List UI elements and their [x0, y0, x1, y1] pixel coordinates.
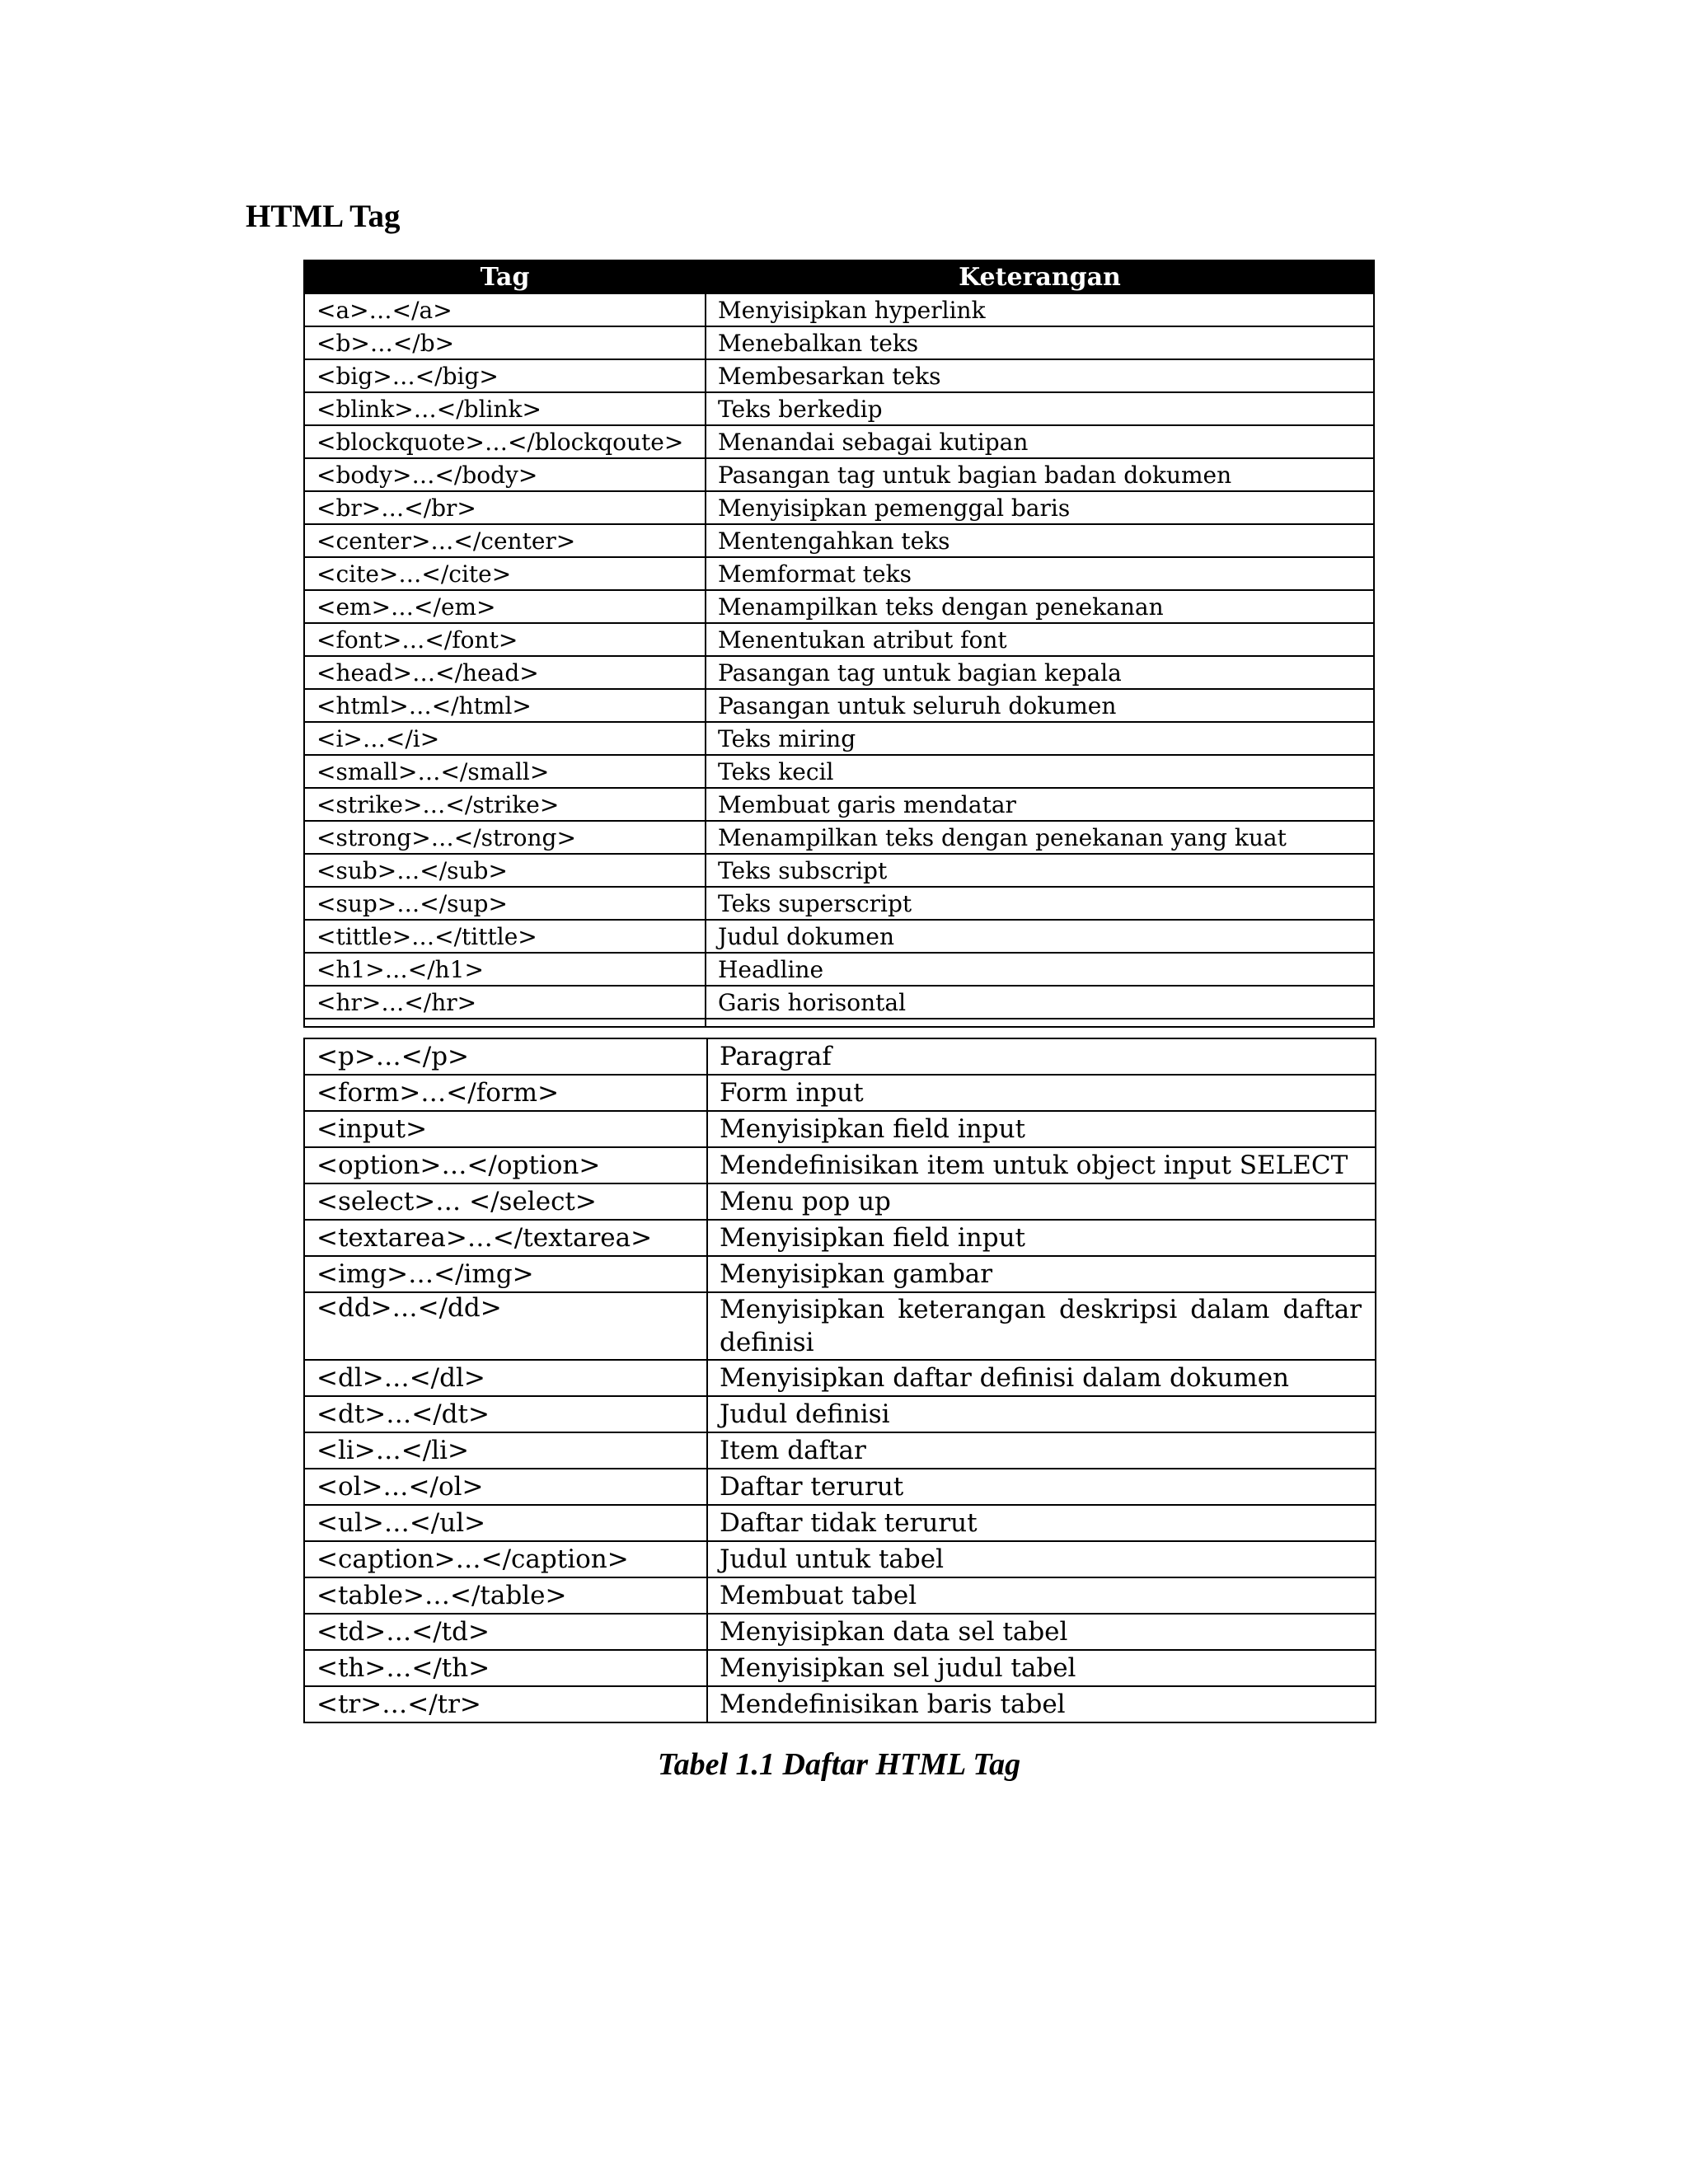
- table-row: [304, 920, 1374, 953]
- keterangan-cell: Membuat tabel: [707, 1577, 1376, 1614]
- table-row: [304, 1147, 1376, 1183]
- keterangan-cell: Teks superscript: [706, 887, 1374, 920]
- tag-cell: <html>…</html>: [304, 689, 706, 722]
- table-row: [304, 359, 1374, 392]
- tag-cell: <ol>…</ol>: [304, 1469, 707, 1505]
- table-row: [304, 1505, 1376, 1541]
- tag-cell: <strong>…</strong>: [304, 821, 706, 854]
- html-tag-table-part2: [303, 1038, 1376, 1723]
- tag-cell: <option>…</option>: [304, 1147, 707, 1183]
- keterangan-cell: Menyisipkan hyperlink: [706, 293, 1374, 326]
- table-row: [304, 986, 1374, 1019]
- keterangan-cell: Garis horisontal: [706, 986, 1374, 1019]
- tag-cell: <strike>…</strike>: [304, 788, 706, 821]
- html-tag-table-part1: [303, 260, 1375, 1028]
- keterangan-cell: Menampilkan teks dengan penekanan: [706, 590, 1374, 623]
- header-keterangan: Keterangan: [706, 260, 1374, 293]
- tag-cell: <em>…</em>: [304, 590, 706, 623]
- tag-cell: <th>…</th>: [304, 1650, 707, 1686]
- tag-cell: <sup>…</sup>: [304, 887, 706, 920]
- table-caption: Tabel 1.1 Daftar HTML Tag: [657, 1747, 1021, 1782]
- tag-cell: <ul>…</ul>: [304, 1505, 707, 1541]
- tag-cell: <input>: [304, 1111, 707, 1147]
- tag-cell: <head>…</head>: [304, 656, 706, 689]
- tag-cell: <tr>…</tr>: [304, 1686, 707, 1722]
- keterangan-cell: Memformat teks: [706, 557, 1374, 590]
- keterangan-cell: Membuat garis mendatar: [706, 788, 1374, 821]
- tag-cell: <center>…</center>: [304, 524, 706, 557]
- table-row: [304, 689, 1374, 722]
- tag-cell: <br>…</br>: [304, 491, 706, 524]
- keterangan-cell: Paragraf: [707, 1038, 1376, 1075]
- tag-cell: <caption>…</caption>: [304, 1541, 707, 1577]
- page-title: HTML Tag: [246, 199, 401, 234]
- tag-cell: <sub>…</sub>: [304, 854, 706, 887]
- keterangan-cell: Membesarkan teks: [706, 359, 1374, 392]
- keterangan-cell: Menampilkan teks dengan penekanan yang kuat: [706, 821, 1374, 854]
- keterangan-cell: Menyisipkan daftar definisi dalam dokumen: [707, 1360, 1376, 1396]
- keterangan-cell: Mendefinisikan item untuk object input SELECT: [707, 1147, 1376, 1183]
- table-row: [304, 788, 1374, 821]
- table-header-row: [304, 260, 1374, 293]
- table-row: [304, 524, 1374, 557]
- spacer-cell: [706, 1019, 1374, 1027]
- tag-cell: <i>…</i>: [304, 722, 706, 755]
- tag-cell: <td>…</td>: [304, 1614, 707, 1650]
- tag-cell: <img>…</img>: [304, 1256, 707, 1292]
- tag-cell: <hr>…</hr>: [304, 986, 706, 1019]
- keterangan-cell: Item daftar: [707, 1432, 1376, 1469]
- keterangan-cell: Menyisipkan field input: [707, 1220, 1376, 1256]
- table-row: [304, 557, 1374, 590]
- table-row: [304, 1111, 1376, 1147]
- keterangan-cell: Menyisipkan field input: [707, 1111, 1376, 1147]
- keterangan-cell: Daftar tidak terurut: [707, 1505, 1376, 1541]
- keterangan-cell: Menandai sebagai kutipan: [706, 425, 1374, 458]
- tag-cell: <table>…</table>: [304, 1577, 707, 1614]
- keterangan-cell: Judul untuk tabel: [707, 1541, 1376, 1577]
- keterangan-cell: Mendefinisikan baris tabel: [707, 1686, 1376, 1722]
- table-row: [304, 326, 1374, 359]
- tag-cell: <dt>…</dt>: [304, 1396, 707, 1432]
- tag-cell: <blockquote>…</blockqoute>: [304, 425, 706, 458]
- tag-cell: <b>…</b>: [304, 326, 706, 359]
- keterangan-cell: Headline: [706, 953, 1374, 986]
- table-row: [304, 953, 1374, 986]
- table-row: [304, 1432, 1376, 1469]
- tag-cell: <p>…</p>: [304, 1038, 707, 1075]
- tag-cell: <form>…</form>: [304, 1075, 707, 1111]
- keterangan-cell: Teks miring: [706, 722, 1374, 755]
- keterangan-cell: Pasangan tag untuk bagian kepala: [706, 656, 1374, 689]
- table-row: [304, 425, 1374, 458]
- table-row: [304, 392, 1374, 425]
- table-row: [304, 623, 1374, 656]
- keterangan-cell: Daftar terurut: [707, 1469, 1376, 1505]
- table-row: [304, 1220, 1376, 1256]
- tag-cell: <li>…</li>: [304, 1432, 707, 1469]
- table-row: [304, 1292, 1376, 1360]
- tag-cell: <h1>…</h1>: [304, 953, 706, 986]
- table-row: [304, 1256, 1376, 1292]
- tag-cell: <body>…</body>: [304, 458, 706, 491]
- keterangan-cell: Pasangan untuk seluruh dokumen: [706, 689, 1374, 722]
- table-row: [304, 1075, 1376, 1111]
- keterangan-cell: Menyisipkan data sel tabel: [707, 1614, 1376, 1650]
- table-row: [304, 1686, 1376, 1722]
- tag-cell: <dd>…</dd>: [304, 1292, 707, 1360]
- table-row: [304, 491, 1374, 524]
- table-row: [304, 656, 1374, 689]
- keterangan-cell: Teks berkedip: [706, 392, 1374, 425]
- table-row: [304, 1396, 1376, 1432]
- tag-cell: <textarea>…</textarea>: [304, 1220, 707, 1256]
- keterangan-cell: Menyisipkan pemenggal baris: [706, 491, 1374, 524]
- keterangan-cell: Teks subscript: [706, 854, 1374, 887]
- keterangan-cell: Teks kecil: [706, 755, 1374, 788]
- keterangan-cell: Judul dokumen: [706, 920, 1374, 953]
- table-row: [304, 1360, 1376, 1396]
- keterangan-cell: Menu pop up: [707, 1183, 1376, 1220]
- table-row: [304, 887, 1374, 920]
- keterangan-cell: Form input: [707, 1075, 1376, 1111]
- tag-cell: <tittle>…</tittle>: [304, 920, 706, 953]
- table-row: [304, 1038, 1376, 1075]
- tag-cell: <dl>…</dl>: [304, 1360, 707, 1396]
- tag-cell: <blink>…</blink>: [304, 392, 706, 425]
- table-row: [304, 755, 1374, 788]
- table-row: [304, 1614, 1376, 1650]
- tag-cell: <font>…</font>: [304, 623, 706, 656]
- tag-cell: <big>…</big>: [304, 359, 706, 392]
- keterangan-cell: Menyisipkan gambar: [707, 1256, 1376, 1292]
- tag-cell: <select>… </select>: [304, 1183, 707, 1220]
- keterangan-cell: Menyisipkan keterangan deskripsi dalam daftar definisi: [707, 1292, 1376, 1360]
- tag-cell: <small>…</small>: [304, 755, 706, 788]
- keterangan-cell: Menebalkan teks: [706, 326, 1374, 359]
- header-tag: Tag: [304, 260, 706, 293]
- keterangan-cell: Judul definisi: [707, 1396, 1376, 1432]
- table-row: [304, 458, 1374, 491]
- table-row: [304, 1541, 1376, 1577]
- table-row: [304, 1183, 1376, 1220]
- table-row: [304, 722, 1374, 755]
- table-row: [304, 1650, 1376, 1686]
- tag-cell: <a>…</a>: [304, 293, 706, 326]
- table-row: [304, 1577, 1376, 1614]
- table-row: [304, 821, 1374, 854]
- keterangan-cell: Pasangan tag untuk bagian badan dokumen: [706, 458, 1374, 491]
- table-row: [304, 293, 1374, 326]
- table-row: [304, 1469, 1376, 1505]
- table-row-spacer: [304, 1019, 1374, 1027]
- keterangan-cell: Menentukan atribut font: [706, 623, 1374, 656]
- table-row: [304, 590, 1374, 623]
- keterangan-cell: Mentengahkan teks: [706, 524, 1374, 557]
- table-row: [304, 854, 1374, 887]
- tag-cell: <cite>…</cite>: [304, 557, 706, 590]
- spacer-cell: [304, 1019, 706, 1027]
- keterangan-cell: Menyisipkan sel judul tabel: [707, 1650, 1376, 1686]
